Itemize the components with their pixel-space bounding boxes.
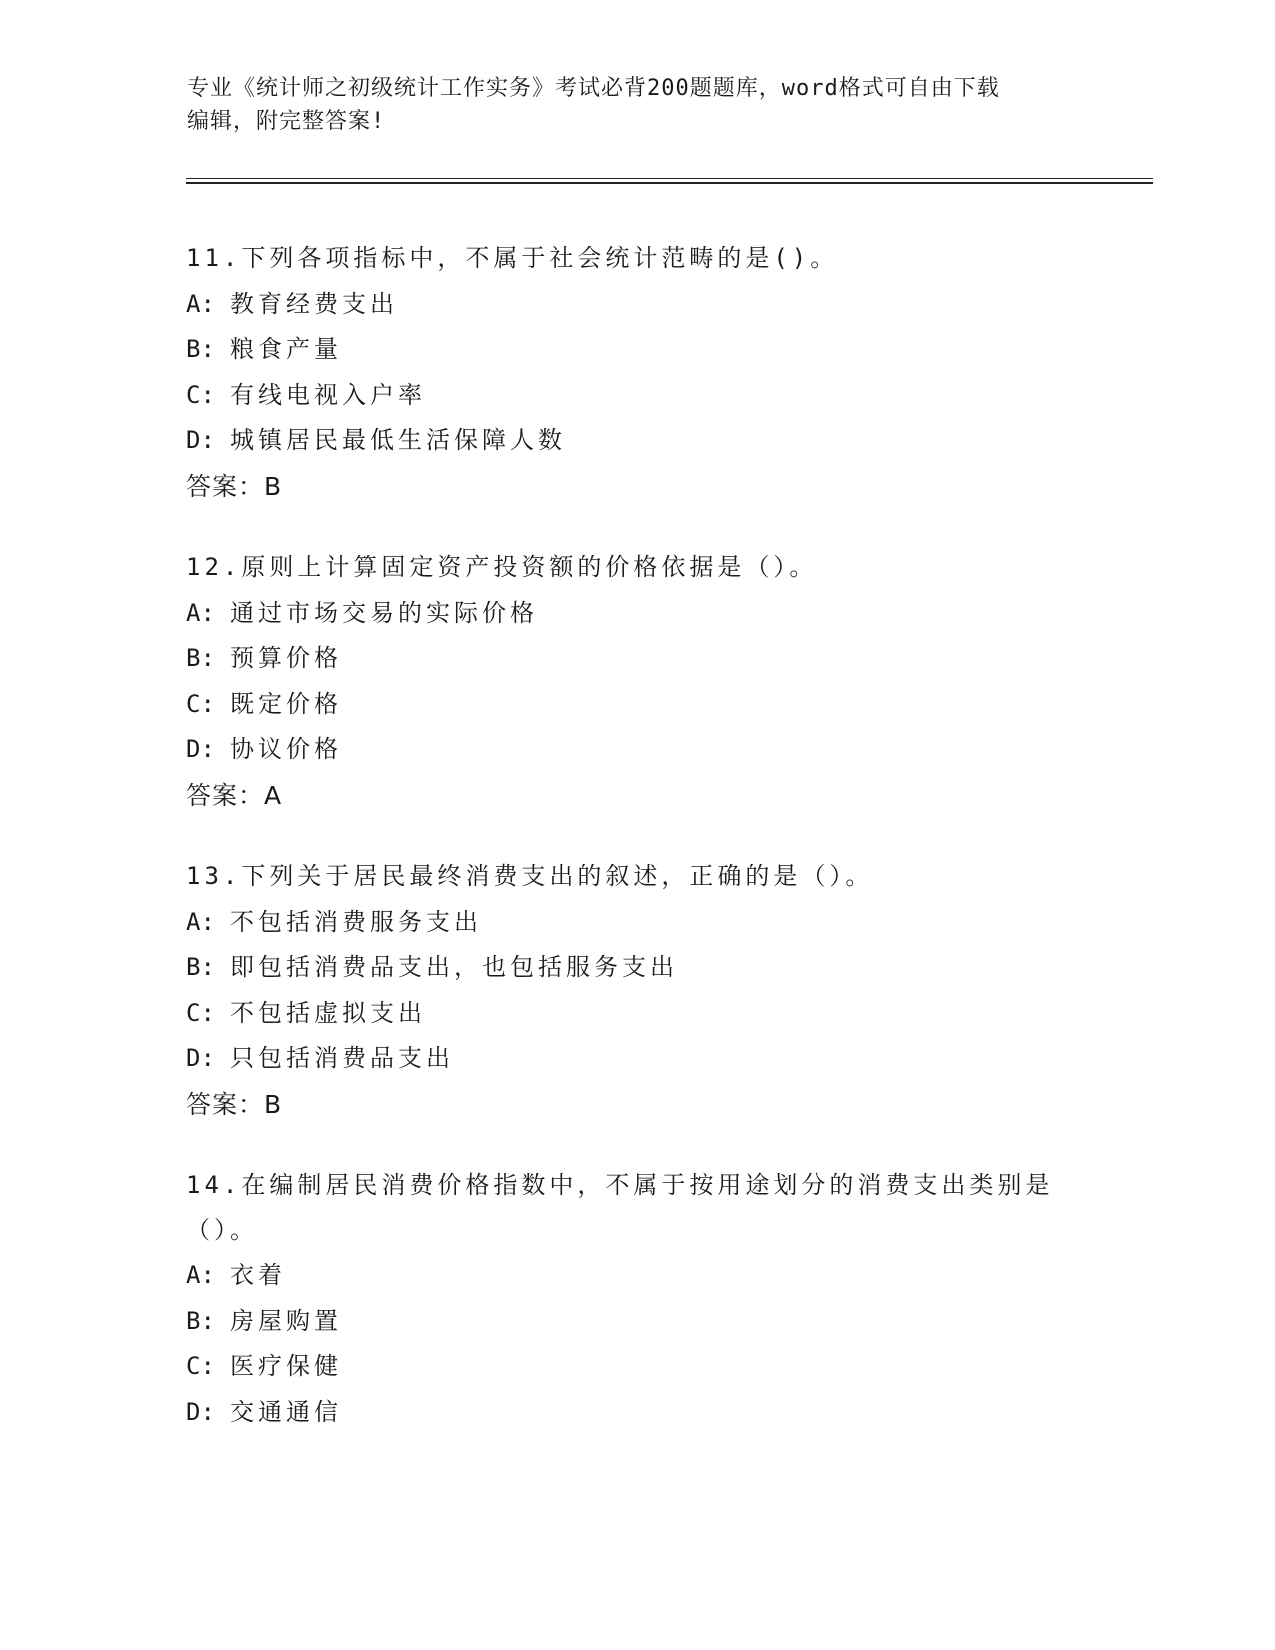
option-d [186, 418, 1086, 464]
answer: 答案：B [186, 1089, 283, 1119]
option-d [186, 1036, 1086, 1082]
option-key: A: [186, 1261, 215, 1289]
question-list [186, 236, 1086, 1471]
option-d [186, 1390, 1086, 1436]
option-key: D: [186, 735, 215, 763]
option-c [186, 373, 1086, 419]
option-text: 协议价格 [230, 735, 342, 763]
option-c [186, 1344, 1086, 1390]
option-c [186, 991, 1086, 1037]
option-b [186, 1299, 1086, 1345]
option-key: A: [186, 598, 215, 627]
question-12 [186, 545, 1086, 818]
option-key: D: [186, 426, 215, 454]
option-text: 衣着 [230, 1261, 286, 1289]
question-11 [186, 236, 1086, 509]
option-text: 预算价格 [230, 644, 342, 672]
option-text: 通过市场交易的实际价格 [230, 598, 538, 627]
option-text: 只包括消费品支出 [230, 1044, 454, 1072]
option-text: 房屋购置 [230, 1306, 342, 1335]
option-text: 医疗保健 [230, 1352, 342, 1380]
option-a [186, 900, 1086, 946]
option-text: 教育经费支出 [230, 289, 398, 318]
question-stem: 13.下列关于居民最终消费支出的叙述，正确的是（）。 [186, 862, 874, 890]
option-key: D: [186, 1044, 215, 1072]
option-key: A: [186, 907, 215, 936]
option-a [186, 282, 1086, 328]
option-key: C: [186, 998, 215, 1027]
option-a [186, 591, 1086, 637]
header-line-1: 专业《统计师之初级统计工作实务》考试必背200题题库，word格式可自由下载 [187, 76, 1000, 101]
option-a [186, 1253, 1086, 1299]
option-text: 即包括消费品支出，也包括服务支出 [230, 953, 678, 981]
option-key: B: [186, 1306, 215, 1335]
question-13 [186, 854, 1086, 1127]
answer: 答案：B [186, 471, 283, 501]
option-key: B: [186, 335, 215, 363]
option-key: C: [186, 689, 215, 718]
option-b [186, 945, 1086, 991]
option-text: 不包括消费服务支出 [230, 907, 482, 936]
option-d [186, 727, 1086, 773]
header-divider-top [186, 178, 1153, 179]
option-text: 粮食产量 [230, 335, 342, 363]
option-key: C: [186, 380, 215, 409]
option-text: 有线电视入户率 [230, 380, 426, 409]
header-divider-bottom [186, 182, 1153, 184]
option-key: D: [186, 1397, 215, 1426]
option-text: 交通通信 [230, 1397, 342, 1426]
option-key: A: [186, 289, 215, 318]
question-stem: 12.原则上计算固定资产投资额的价格依据是（）。 [186, 553, 818, 581]
option-key: B: [186, 953, 215, 981]
option-key: C: [186, 1352, 215, 1380]
option-text: 城镇居民最低生活保障人数 [230, 426, 566, 454]
option-text: 不包括虚拟支出 [230, 998, 426, 1027]
question-stem: 14.在编制居民消费价格指数中，不属于按用途划分的消费支出类别是（）。 [186, 1171, 1054, 1244]
header-line-2: 编辑，附完整答案! [187, 109, 386, 134]
option-text: 既定价格 [230, 689, 342, 718]
question-stem: 11.下列各项指标中，不属于社会统计范畴的是()。 [186, 244, 839, 272]
option-c [186, 682, 1086, 728]
answer: 答案：A [186, 780, 283, 810]
option-b [186, 327, 1086, 373]
option-b [186, 636, 1086, 682]
option-key: B: [186, 644, 215, 672]
question-14 [186, 1163, 1086, 1435]
document-header [187, 72, 1087, 138]
